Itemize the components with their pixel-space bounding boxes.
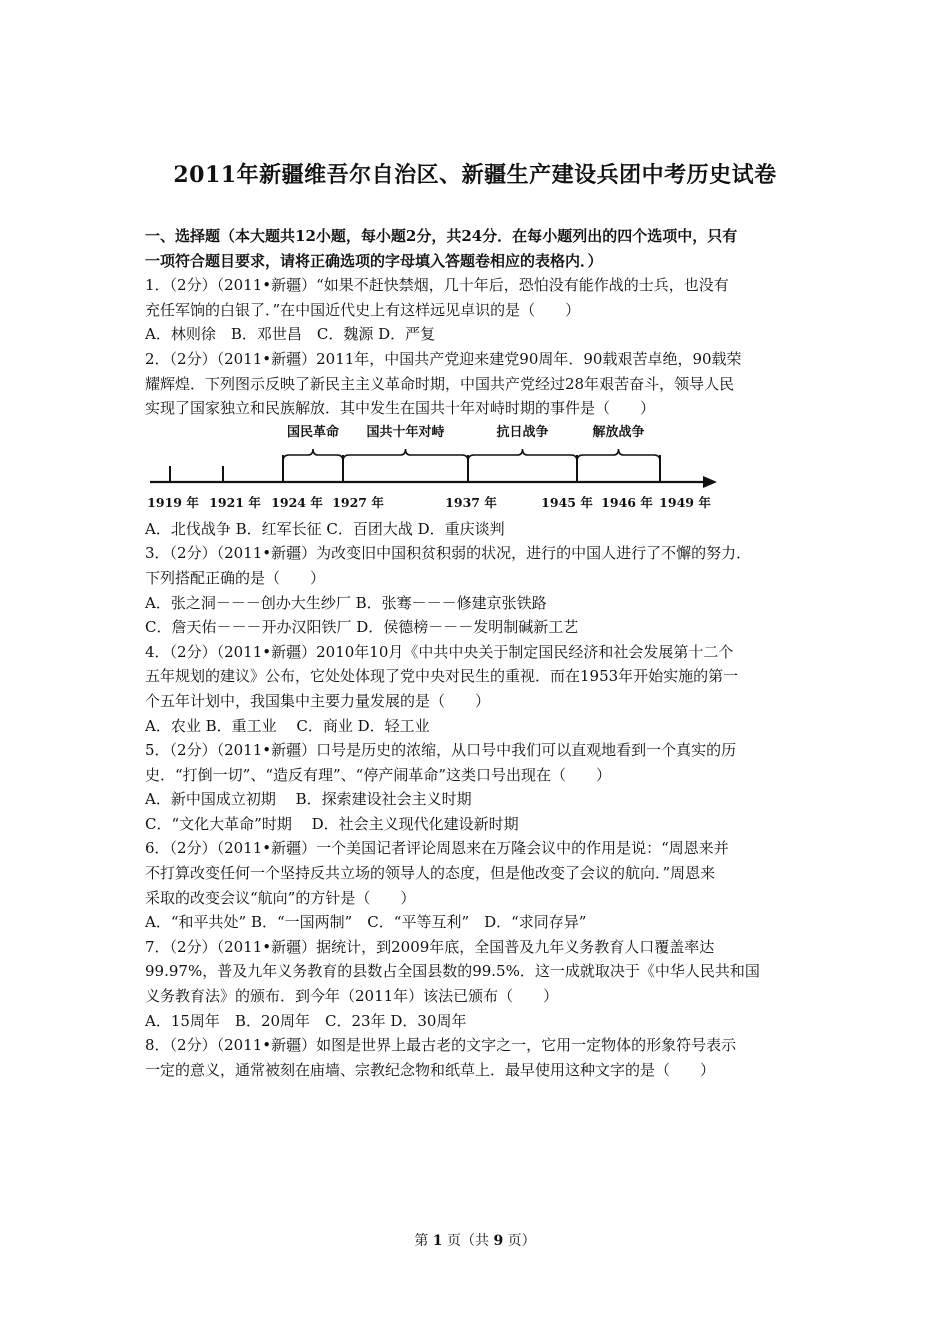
exam-content bbox=[145, 224, 815, 1082]
timeline-bracket bbox=[577, 449, 660, 461]
question-7-options: A．15周年 B．20周年 C．23年 D．30周年 bbox=[145, 1011, 467, 1030]
question-3-text: 3．（2分）（2011•新疆）为改变旧中国积贫积弱的状况，进行的中国人进行了不懈的努力． bbox=[145, 544, 752, 563]
section-heading-line-2: 一项符合题目要求，请将正确选项的字母填入答题卷相应的表格内．） bbox=[145, 251, 603, 270]
timeline-period-label: 国共十年对峙 bbox=[366, 424, 445, 440]
question-6-text: 不打算改变任何一个坚持反共立场的领导人的态度，但是他改变了会议的航向．”周恩来 bbox=[145, 864, 716, 883]
question-6-text: 采取的改变会议“航向”的方针是（ ） bbox=[145, 888, 416, 907]
question-1-options: A．林则徐 B．邓世昌 C．魏源 D．严复 bbox=[145, 325, 436, 344]
question-2-text: 2．（2分）（2011•新疆）2011年，中国共产党迎来建党90周年．90载艰苦卓绝，90载荣 bbox=[145, 349, 742, 368]
timeline-bracket bbox=[468, 449, 577, 461]
page-title: 2011年新疆维吾尔自治区、新疆生产建设兵团中考历史试卷 bbox=[173, 162, 777, 188]
timeline-bracket bbox=[283, 449, 343, 461]
footer-total-pages: 9 bbox=[493, 1233, 504, 1249]
question-2-text: 实现了国家独立和民族解放．其中发生在国共十年对峙时期的事件是（ ） bbox=[145, 399, 656, 418]
question-3-options: C．詹天佑－－－开办汉阳铁厂 D．侯德榜－－－发明制碱新工艺 bbox=[145, 618, 579, 637]
timeline-year-label: 1946 年 bbox=[601, 494, 653, 510]
timeline-arrowhead bbox=[703, 476, 717, 488]
section-heading-line-1: 一、选择题（本大题共12小题，每小题2分，共24分．在每小题列出的四个选项中，只有 bbox=[145, 227, 738, 245]
question-4-options: A．农业 B．重工业 C．商业 D．轻工业 bbox=[145, 716, 430, 735]
question-7-text: 7．（2分）（2011•新疆）据统计，到2009年底，全国普及九年义务教育人口覆盖率达 bbox=[145, 937, 715, 956]
question-8-text: 8．（2分）（2011•新疆）如图是世界上最古老的文字之一，它用一定物体的形象符号表示 bbox=[145, 1036, 737, 1055]
timeline-year-label: 1924 年 bbox=[271, 494, 323, 510]
question-1-text: 1．（2分）（2011•新疆）“如果不赶快禁烟，几十年后，恐怕没有能作战的士兵，也没有 bbox=[145, 276, 729, 295]
timeline-year-label: 1937 年 bbox=[445, 494, 497, 510]
footer-middle: 页（共 bbox=[447, 1233, 489, 1249]
question-7-text: 义务教育法》的颁布．到今年（2011年）该法已颁布（ ） bbox=[145, 987, 559, 1006]
question-7-text: 99.97%，普及九年义务教育的县数占全国县数的99.5%．这一成就取决于《中华人民共和国 bbox=[145, 962, 760, 981]
question-5-options: A．新中国成立初期 B．探索建设社会主义时期 bbox=[145, 790, 472, 809]
question-2-text: 耀辉煌．下列图示反映了新民主主义革命时期，中国共产党经过28年艰苦奋斗，领导人民 bbox=[145, 374, 735, 393]
timeline-year-label: 1919 年 bbox=[147, 494, 199, 510]
question-3-options: A．张之洞－－－创办大生纱厂 B．张骞－－－修建京张铁路 bbox=[145, 593, 547, 612]
question-1-text: 充任军饷的白银了．”在中国近代史上有这样远见卓识的是（ ） bbox=[145, 300, 581, 319]
timeline-period-label: 解放战争 bbox=[592, 424, 645, 440]
timeline-figure bbox=[145, 421, 815, 517]
question-6-text: 6．（2分）（2011•新疆）一个美国记者评论周恩来在万隆会议中的作用是说：“周恩来并 bbox=[145, 839, 729, 858]
question-8-text: 一定的意义，通常被刻在庙墙、宗教纪念物和纸草上．最早使用这种文字的是（ ） bbox=[145, 1060, 716, 1079]
timeline-period-label: 国民革命 bbox=[286, 424, 340, 440]
timeline-period-label: 抗日战争 bbox=[496, 424, 549, 440]
timeline-bracket bbox=[343, 449, 468, 461]
timeline-year-label: 1949 年 bbox=[659, 494, 711, 510]
timeline-year-label: 1921 年 bbox=[209, 494, 261, 510]
question-4-text: 五年规划的建议》公布，它处处体现了党中央对民生的重视．而在1953年开始实施的第一 bbox=[145, 667, 739, 686]
timeline-svg bbox=[145, 421, 725, 517]
question-2-options: A．北伐战争 B．红军长征 C．百团大战 D．重庆谈判 bbox=[145, 519, 505, 538]
timeline-year-label: 1927 年 bbox=[332, 494, 384, 510]
question-3-text: 下列搭配正确的是（ ） bbox=[145, 568, 326, 587]
page-footer bbox=[0, 1230, 950, 1250]
question-6-options: A．“和平共处” B．“一国两制” C．“平等互利” D．“求同存异” bbox=[145, 913, 587, 932]
question-4-text: 4．（2分）（2011•新疆）2010年10月《中共中央关于制定国民经济和社会发展第十二个 bbox=[145, 642, 734, 661]
footer-page-number: 1 bbox=[432, 1233, 443, 1249]
question-4-text: 个五年计划中，我国集中主要力量发展的是（ ） bbox=[145, 691, 491, 710]
footer-prefix: 第 bbox=[414, 1233, 429, 1249]
timeline-year-label: 1945 年 bbox=[541, 494, 593, 510]
question-5-text: 5．（2分）（2011•新疆）口号是历史的浓缩，从口号中我们可以直观地看到一个真实的历 bbox=[145, 741, 737, 760]
question-5-options: C．“文化大革命”时期 D．社会主义现代化建设新时期 bbox=[145, 814, 519, 833]
question-5-text: 史．“打倒一切”、“造反有理”、“停产闹革命”这类口号出现在（ ） bbox=[145, 765, 612, 784]
footer-suffix: 页） bbox=[507, 1233, 536, 1249]
